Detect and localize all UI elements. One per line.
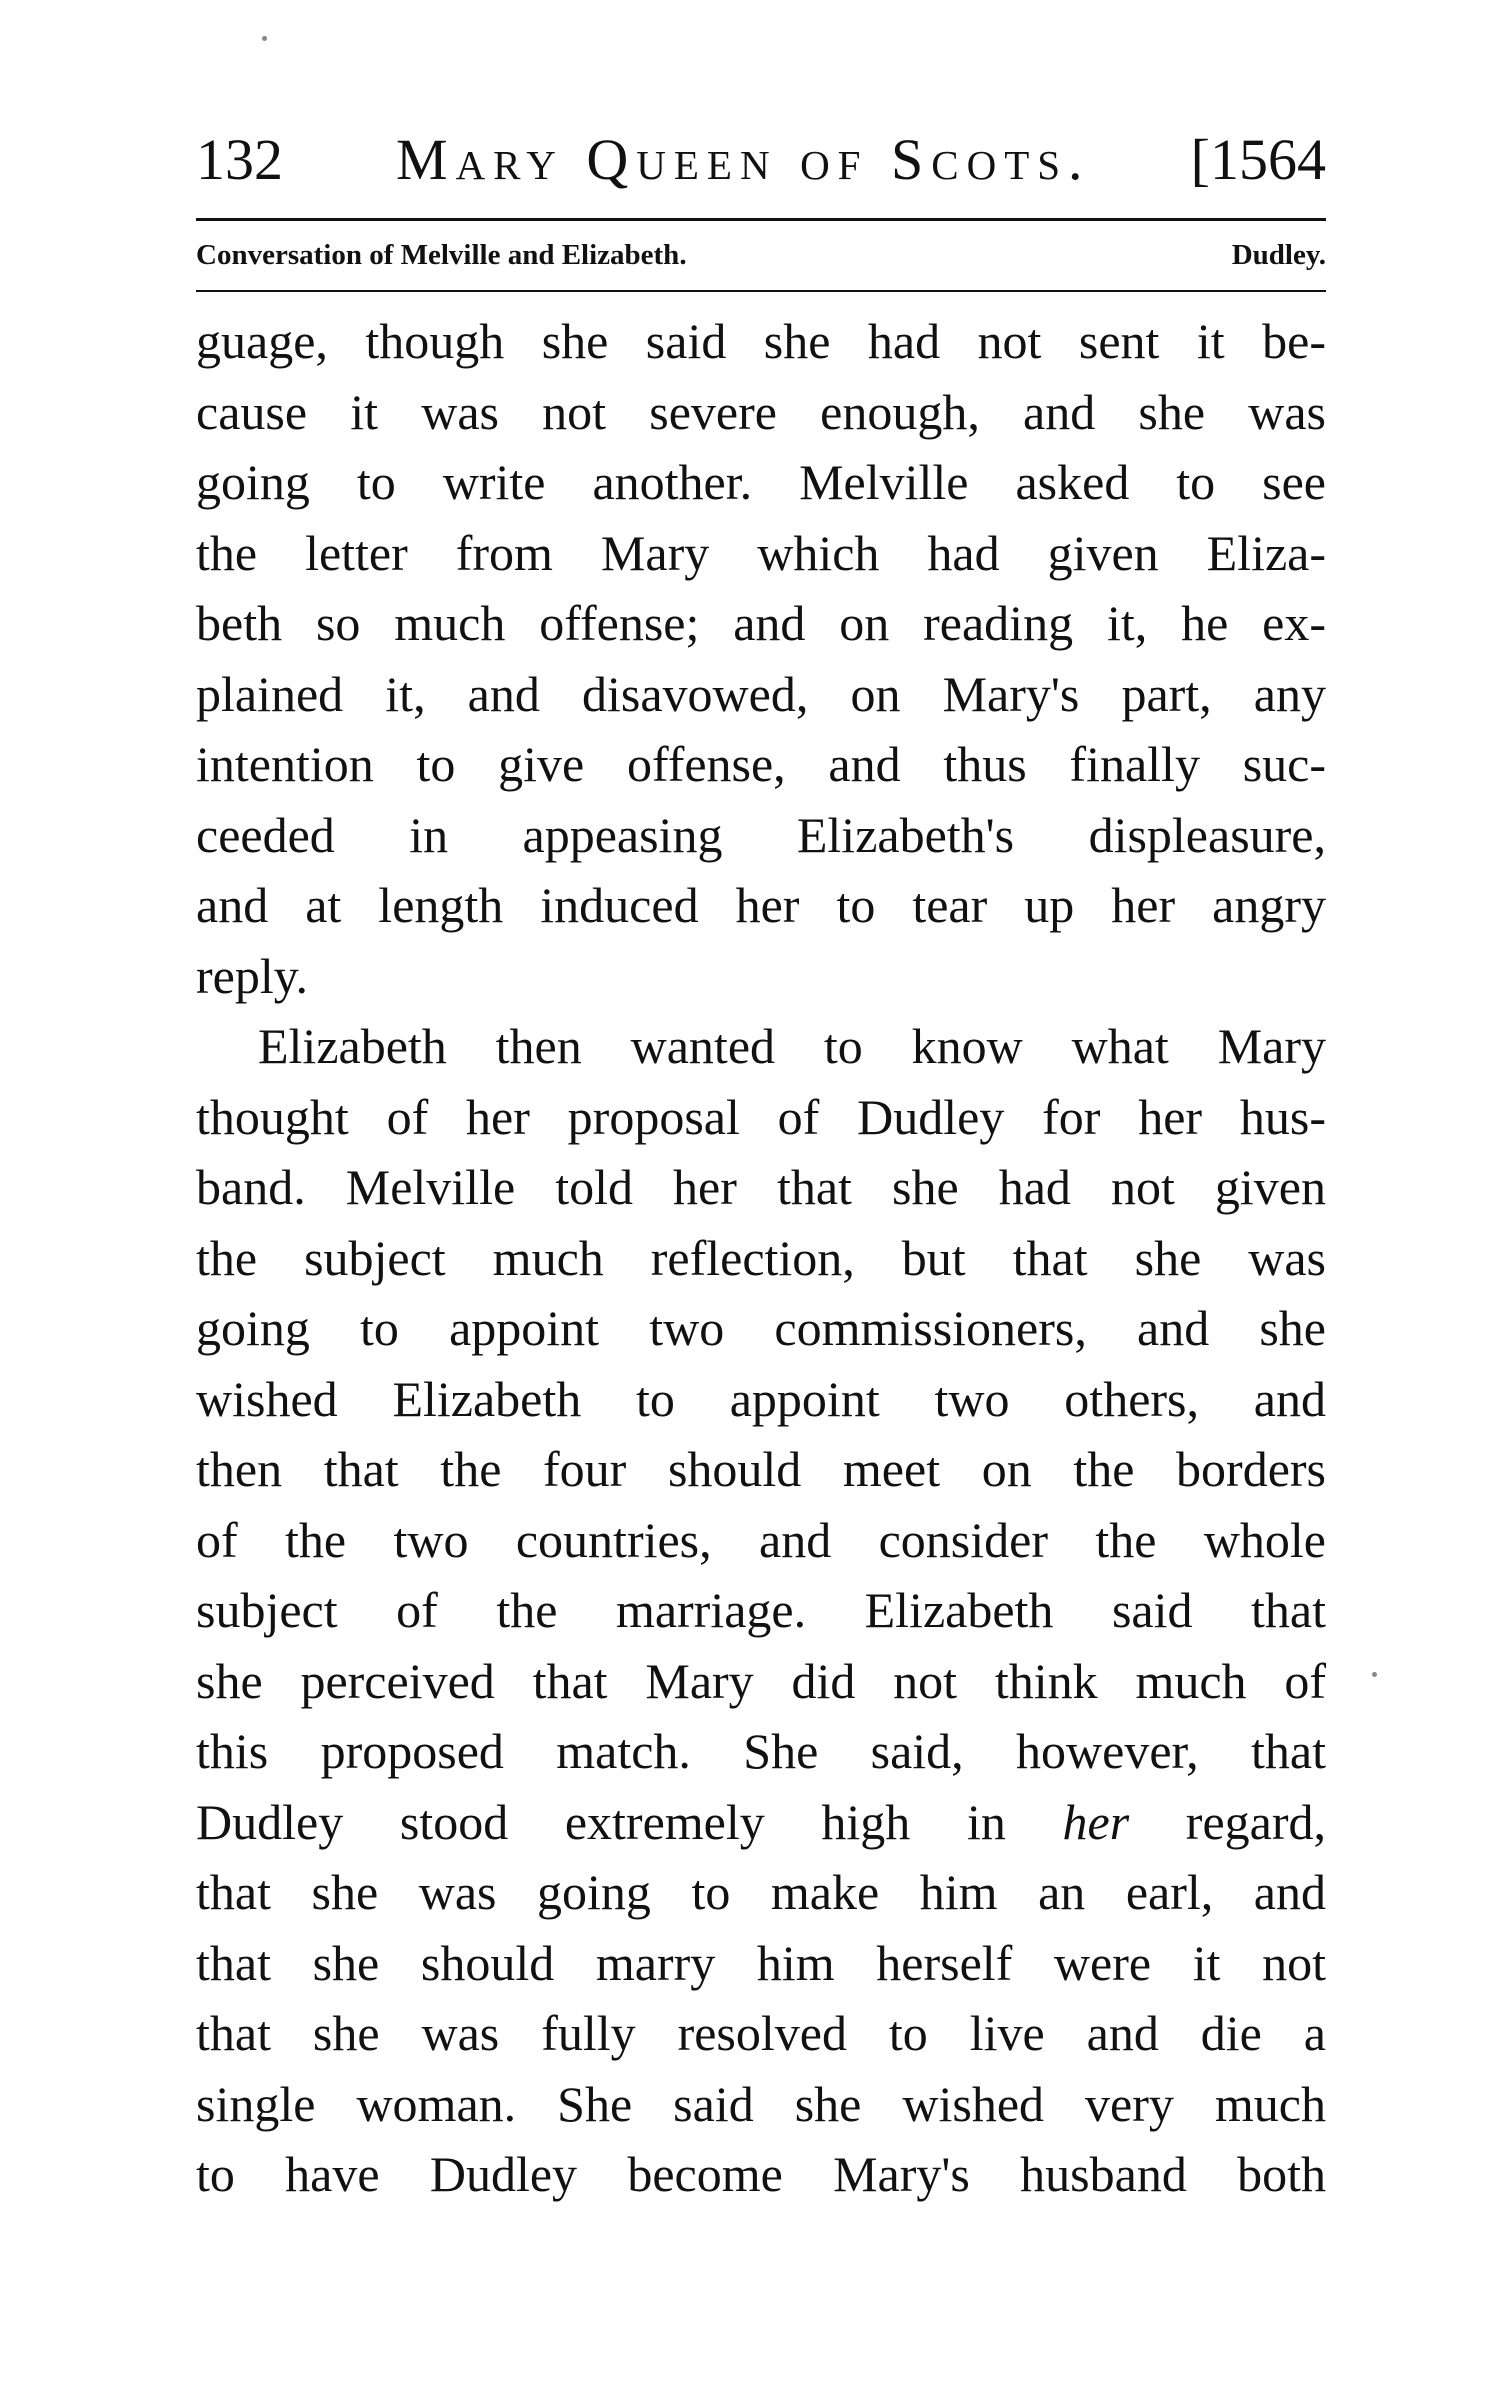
text-line: and at length induced her to tear up her angry	[196, 877, 1326, 933]
header-rule-bottom	[196, 290, 1326, 292]
emphasis-her: her	[1062, 1793, 1130, 1850]
text-line: to have Dudley become Mary's husband both	[196, 2146, 1326, 2202]
text-line: cause it was not severe enough, and she was	[196, 383, 1326, 440]
scan-speck	[1372, 1672, 1377, 1677]
text-line: intention to give offense, and thus finally suc-	[196, 736, 1326, 792]
text-line: thought of her proposal of Dudley for her hus-	[196, 1088, 1326, 1145]
text-line: beth so much offense; and on reading it, he ex-	[196, 595, 1326, 651]
text-line: guage, though she said she had not sent it be-	[196, 313, 1326, 369]
text-line: the letter from Mary which had given Eliza-	[196, 524, 1326, 581]
running-head	[196, 120, 1326, 200]
text-line: subject of the marriage. Elizabeth said that	[196, 1582, 1326, 1638]
book-title: Mary Queen of Scots.	[396, 127, 1091, 192]
text-line: that she should marry him herself were it not	[196, 1934, 1326, 1991]
text-line: Elizabeth then wanted to know what Mary	[258, 1018, 1326, 1074]
text-line: that she was fully resolved to live and die a	[196, 2005, 1326, 2061]
text-line: this proposed match. She said, however, that	[196, 1723, 1326, 1779]
page-number: 132	[196, 127, 283, 192]
subhead-left: Conversation of Melville and Elizabeth.	[196, 239, 687, 271]
text-line: plained it, and disavowed, on Mary's part, any	[196, 665, 1326, 722]
body-text	[196, 306, 1326, 2210]
text-line: band. Melville told her that she had not given	[196, 1159, 1326, 1215]
subhead-right: Dudley.	[1231, 239, 1326, 271]
text-line: single woman. She said she wished very much	[196, 2075, 1326, 2132]
text-line: then that the four should meet on the borders	[196, 1441, 1326, 1497]
section-subhead	[196, 226, 1326, 284]
year: [1564	[1190, 127, 1326, 192]
text-line: ceeded in appeasing Elizabeth's displeasure,	[196, 806, 1326, 863]
text-line: that she was going to make him an earl, and	[196, 1864, 1326, 1920]
text-line: of the two countries, and consider the whole	[196, 1511, 1326, 1568]
scan-speck	[262, 36, 267, 41]
text-fragment: Dudley stood extremely high in	[196, 1793, 1063, 1850]
text-line: going to write another. Melville asked to see	[196, 454, 1326, 510]
text-line: the subject much reflection, but that she was	[196, 1229, 1326, 1286]
text-line: going to appoint two commissioners, and she	[196, 1300, 1326, 1356]
text-line: reply.	[196, 947, 308, 1004]
text-line	[196, 1787, 1326, 1858]
text-fragment: regard,	[1129, 1793, 1326, 1850]
text-line: wished Elizabeth to appoint two others, and	[196, 1370, 1326, 1427]
text-line: she perceived that Mary did not think much of	[196, 1652, 1326, 1709]
header-rule-top	[196, 218, 1326, 221]
